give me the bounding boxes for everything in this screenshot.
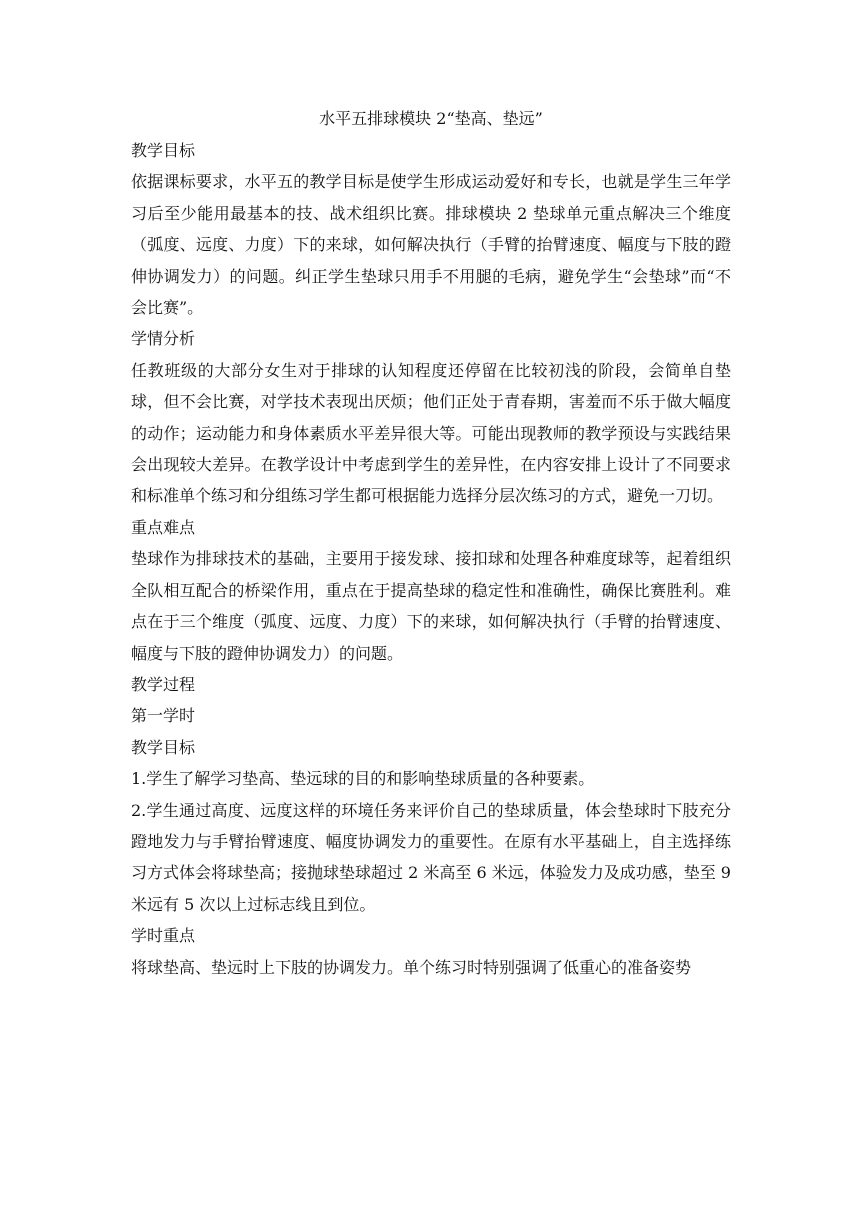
section-heading-first-lesson: 第一学时 <box>131 706 196 726</box>
section-heading-student-analysis: 学情分析 <box>131 329 196 349</box>
paragraph-goal-1: 1.学生了解学习垫高、垫远球的目的和影响垫球质量的各种要素。 <box>131 769 595 789</box>
paragraph-student-analysis: 任教班级的大部分女生对于排球的认知程度还停留在比较初浅的阶段，会简单自垫球，但不会比赛，对学技术表现出厌烦；他们正处于青春期，害羞而不乐于做大幅度的动作；运动能力和身体素质水平差异很大等。可能出现教师的教学预设与实践结果会出现较大差异。在教学设计中考虑到学生的差异性，在内容安排上设计了不同要求和标准单个练习和分组练习学生都可根据能力选择分层次练习的方式，避免一刀切。 <box>131 360 731 506</box>
paragraph-lesson-focus: 将球垫高、垫远时上下肢的协调发力。单个练习时特别强调了低重心的准备姿势 <box>131 957 692 977</box>
paragraph-goal-2: 2.学生通过高度、远度这样的环境任务来评价自己的垫球质量，体会垫球时下肢充分蹬地发力与手臂抬臂速度、幅度协调发力的重要性。在原有水平基础上，自主选择练习方式体会将球垫高；接抛球垫球超过 2 米高至 6 米远，体验发力及成功感，垫至 9 米远有 5 次以上过标志线且到位。 <box>131 800 731 914</box>
document-page <box>131 103 731 983</box>
section-heading-lesson-goals: 教学目标 <box>131 737 196 757</box>
document-title: 水平五排球模块 2“垫高、垫远” <box>319 109 543 128</box>
section-heading-teaching-goals: 教学目标 <box>131 141 196 160</box>
section-heading-key-difficulties: 重点难点 <box>131 517 196 537</box>
section-heading-lesson-focus: 学时重点 <box>131 926 196 946</box>
section-heading-teaching-process: 教学过程 <box>131 674 196 694</box>
paragraph-key-difficulties: 垫球作为排球技术的基础，主要用于接发球、接扣球和处理各种难度球等，起着组织全队相互配合的桥梁作用，重点在于提高垫球的稳定性和准确性，确保比赛胜利。难点在于三个维度（弧度、远度、力度）下的来球，如何解决执行（手臂的抬臂速度、幅度与下肢的蹬伸协调发力）的问题。 <box>131 549 731 663</box>
paragraph-teaching-goals: 依据课标要求，水平五的教学目标是使学生形成运动爱好和专长，也就是学生三年学习后至少能用最基本的技、战术组织比赛。排球模块 2 垫球单元重点解决三个维度（弧度、远度、力度）下的来球，如何解决执行（手臂的抬臂速度、幅度与下肢的蹬伸协调发力）的问题。纠正学生垫球只用手不用腿的毛病，避免学生“会垫球”而“不会比赛”。 <box>131 172 731 318</box>
